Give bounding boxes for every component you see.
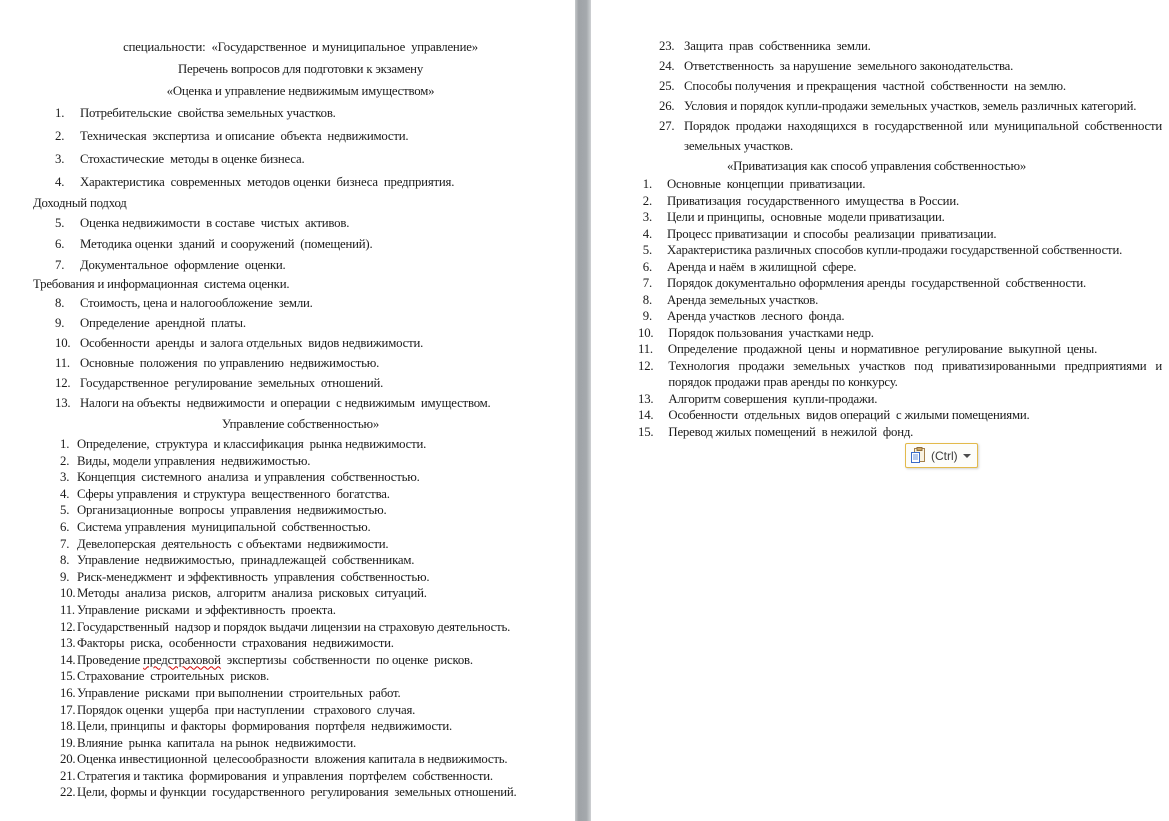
list-item bbox=[591, 242, 1162, 259]
list-item-number: 4. bbox=[55, 175, 65, 189]
list-item bbox=[591, 358, 1165, 391]
list-item-number: 13. bbox=[55, 396, 71, 410]
item-text: Концепция системного анализа и управления собственностью. bbox=[77, 470, 420, 485]
list-item-text bbox=[77, 685, 568, 702]
list-item bbox=[591, 226, 1162, 243]
paste-options-button[interactable] bbox=[905, 443, 978, 468]
item-text: Порядок продажи находящихся в государственной или муниципальной собственности земельных участков. bbox=[684, 119, 1165, 153]
list-item-number: 18. bbox=[60, 719, 76, 734]
list-item-number: 10. bbox=[55, 336, 71, 350]
list-item-text bbox=[684, 96, 1162, 116]
list-item-number: 2. bbox=[642, 193, 652, 208]
list-item bbox=[33, 751, 568, 768]
list-item-text bbox=[77, 768, 568, 785]
item-text: Аренда земельных участков. bbox=[667, 292, 819, 307]
item-text: Государственный надзор и порядок выдачи лицензии на страховую деятельность. bbox=[77, 619, 511, 634]
item-text: Факторы риска, особенности страхования недвижимости. bbox=[77, 636, 394, 651]
list-item-text bbox=[77, 519, 568, 536]
list-item bbox=[33, 784, 568, 801]
list-item-number: 3. bbox=[642, 210, 652, 224]
item-text: Технология продажи земельных участков под приватизированными предприятиями и порядок продажи прав аренды по конкурсу. bbox=[668, 358, 1165, 389]
list-item bbox=[591, 193, 1162, 210]
list-item bbox=[33, 125, 568, 148]
list-item bbox=[33, 148, 568, 171]
list-item-number: 6. bbox=[55, 237, 65, 251]
item-text: Страхование строительных рисков. bbox=[77, 669, 269, 684]
list-item bbox=[33, 718, 568, 735]
list-item bbox=[591, 275, 1162, 292]
item-text: Порядок пользования участками недр. bbox=[668, 325, 874, 340]
list-item-text bbox=[80, 373, 568, 393]
item-text: Порядок документально оформления аренды государственной собственности. bbox=[667, 276, 1087, 290]
list-item bbox=[33, 436, 568, 453]
list-item bbox=[33, 313, 568, 333]
list-item-text bbox=[667, 292, 1162, 309]
list-item-number: 7. bbox=[60, 536, 70, 551]
list-item-text bbox=[668, 325, 1162, 342]
item-text: Определение арендной платы. bbox=[80, 316, 246, 330]
list-item bbox=[33, 234, 568, 255]
list-item-number: 24. bbox=[659, 59, 675, 73]
list-item-number: 21. bbox=[60, 768, 76, 783]
list-item-text bbox=[77, 536, 568, 553]
subheading-requirements: Требования и информационная система оценки. bbox=[33, 277, 290, 291]
list-item bbox=[33, 486, 568, 503]
list-item-number: 11. bbox=[55, 356, 70, 370]
list-item bbox=[591, 407, 1162, 424]
question-list-privatization bbox=[591, 176, 1165, 440]
list-item bbox=[33, 552, 568, 569]
list-item bbox=[591, 56, 1162, 76]
list-item-text bbox=[80, 353, 568, 373]
list-item-text bbox=[684, 116, 1165, 156]
list-item-text bbox=[77, 702, 568, 719]
item-text: Порядок оценки ущерба при наступлении страхового случая. bbox=[77, 702, 416, 717]
list-item-number: 19. bbox=[60, 735, 76, 750]
question-list-management bbox=[33, 436, 568, 801]
list-item-number: 15. bbox=[60, 669, 76, 684]
question-list-5-7 bbox=[33, 213, 568, 276]
list-item-text bbox=[667, 308, 1162, 325]
list-item-number: 8. bbox=[60, 553, 70, 568]
heading-privatization: «Приватизация как способ управления собственностью» bbox=[726, 159, 1027, 173]
list-item bbox=[33, 393, 568, 413]
list-item bbox=[591, 76, 1162, 96]
list-item-text bbox=[80, 148, 568, 171]
item-text: Риск-менеджмент и эффективность управления собственностью. bbox=[77, 569, 430, 584]
list-item bbox=[33, 668, 568, 685]
list-item-number: 14. bbox=[60, 652, 76, 667]
heading-specialty: специальности: «Государственное и муниципальное управление» bbox=[123, 40, 478, 54]
list-item-text bbox=[668, 424, 1162, 441]
list-item bbox=[33, 453, 568, 470]
item-text: Приватизация государственного имущества в России. bbox=[667, 193, 959, 208]
list-item-text bbox=[77, 602, 568, 619]
clipboard-paste-icon bbox=[910, 447, 927, 464]
item-text-after: экспертизы собственности по оценке рисков. bbox=[220, 652, 473, 667]
list-item bbox=[591, 116, 1165, 156]
list-item-text bbox=[77, 569, 568, 586]
list-item bbox=[591, 391, 1162, 408]
item-text: Определение продажной цены и нормативное регулирование выкупной цены. bbox=[667, 342, 1098, 356]
list-item-number: 12. bbox=[55, 376, 71, 390]
list-item-number: 3. bbox=[60, 470, 70, 485]
list-item bbox=[591, 424, 1162, 441]
list-item-number: 22. bbox=[60, 785, 76, 800]
list-item bbox=[591, 209, 1162, 226]
list-item bbox=[591, 96, 1162, 116]
list-item-number: 13. bbox=[638, 391, 654, 406]
list-item-text bbox=[668, 391, 1162, 408]
list-item-text bbox=[80, 293, 568, 313]
list-item-number: 15. bbox=[638, 424, 654, 439]
question-list-8-13 bbox=[33, 293, 568, 413]
list-item-number: 6. bbox=[60, 519, 70, 534]
item-text: Определение, структура и классификация рынка недвижимости. bbox=[77, 437, 427, 451]
list-item-number: 5. bbox=[55, 216, 65, 230]
list-item-text bbox=[668, 341, 1162, 358]
list-item-number: 10. bbox=[638, 325, 654, 340]
list-item-text bbox=[80, 171, 568, 194]
item-text: Перевод жилых помещений в нежилой фонд. bbox=[668, 424, 914, 439]
list-item-number: 7. bbox=[55, 258, 65, 272]
list-item-text bbox=[77, 486, 568, 503]
list-item-text bbox=[667, 209, 1162, 226]
list-item-number: 26. bbox=[659, 99, 675, 113]
list-item-text bbox=[80, 255, 568, 276]
item-text: Аренда участков лесного фонда. bbox=[667, 309, 845, 323]
list-item-text bbox=[80, 125, 568, 148]
list-item bbox=[591, 325, 1162, 342]
item-text: Характеристика различных способов купли-продажи государственной собственности. bbox=[667, 243, 1123, 257]
list-item-text bbox=[684, 56, 1162, 76]
list-item-number: 12. bbox=[638, 358, 654, 373]
list-item-number: 11. bbox=[60, 602, 75, 617]
paste-options-label: (Ctrl) bbox=[931, 448, 958, 463]
list-item bbox=[33, 373, 568, 393]
item-text: Потребительские свойства земельных участков. bbox=[80, 106, 336, 120]
list-item bbox=[33, 652, 568, 669]
list-item-number: 4. bbox=[642, 226, 652, 241]
list-item-text bbox=[80, 393, 568, 413]
list-item bbox=[33, 293, 568, 313]
list-item-number: 3. bbox=[55, 152, 65, 166]
list-item bbox=[591, 259, 1162, 276]
list-item-text bbox=[667, 176, 1162, 193]
item-text: Оценка инвестиционной целесообразности вложения капитала в недвижимость. bbox=[77, 752, 508, 767]
question-list-23-27 bbox=[591, 36, 1165, 156]
heading-course-valuation: «Оценка и управление недвижимым имуществом» bbox=[166, 84, 435, 98]
list-item bbox=[591, 36, 1162, 56]
item-text: Система управления муниципальной собственностью. bbox=[77, 519, 371, 534]
item-text: Оценка недвижимости в составе чистых активов. bbox=[80, 216, 350, 230]
list-item-number: 1. bbox=[60, 437, 70, 451]
list-item-number: 1. bbox=[55, 106, 65, 120]
list-item-number: 20. bbox=[60, 752, 76, 767]
heading-exam-list-title: Перечень вопросов для подготовки к экзамену bbox=[177, 62, 424, 76]
list-item bbox=[33, 735, 568, 752]
list-item-text bbox=[80, 333, 568, 353]
list-item bbox=[33, 255, 568, 276]
list-item bbox=[33, 353, 568, 373]
list-item-number: 27. bbox=[659, 119, 675, 133]
item-text: Методика оценки зданий и сооружений (помещений). bbox=[80, 237, 373, 251]
list-item-number: 12. bbox=[60, 619, 76, 634]
list-item-text bbox=[684, 36, 1162, 56]
list-item-text bbox=[77, 502, 568, 519]
list-item bbox=[33, 502, 568, 519]
list-item bbox=[33, 619, 568, 636]
list-item-text bbox=[77, 552, 568, 569]
misspelled-word: предстраховой bbox=[143, 652, 221, 667]
list-item-text bbox=[80, 213, 568, 234]
dropdown-arrow-icon[interactable] bbox=[963, 454, 971, 458]
item-text: Цели, формы и функции государственного регулирования земельных отношений. bbox=[77, 785, 517, 800]
list-item bbox=[33, 171, 568, 194]
list-item-number: 13. bbox=[60, 636, 76, 651]
item-text: Стоимость, цена и налогообложение земли. bbox=[80, 296, 313, 310]
list-item-number: 17. bbox=[60, 702, 76, 717]
list-item-number: 16. bbox=[60, 685, 76, 700]
item-text: Способы получения и прекращения частной собственности на землю. bbox=[684, 79, 1066, 93]
item-text: Особенности отдельных видов операций с жилыми помещениями. bbox=[668, 408, 1030, 422]
item-text: Цели и принципы, основные модели приватизации. bbox=[667, 210, 945, 224]
subheading-income-approach: Доходный подход bbox=[33, 196, 127, 210]
list-item-text bbox=[77, 469, 568, 486]
item-text: Характеристика современных методов оценки бизнеса предприятия. bbox=[80, 175, 455, 189]
item-text: Влияние рынка капитала на рынок недвижимости. bbox=[77, 735, 356, 750]
list-item-text bbox=[668, 407, 1162, 424]
paste-options-row bbox=[591, 443, 1162, 468]
item-text: Управление недвижимостью, принадлежащей собственникам. bbox=[77, 553, 415, 568]
list-item-text bbox=[684, 76, 1162, 96]
list-item-number: 14. bbox=[638, 408, 654, 422]
list-item bbox=[591, 308, 1162, 325]
item-text: Защита прав собственника земли. bbox=[684, 39, 871, 53]
item-text: Ответственность за нарушение земельного законодательства. bbox=[684, 59, 1014, 73]
list-item bbox=[33, 602, 568, 619]
list-item bbox=[33, 569, 568, 586]
list-item-number: 2. bbox=[60, 453, 70, 468]
list-item bbox=[591, 341, 1162, 358]
item-text: Государственное регулирование земельных отношений. bbox=[80, 376, 384, 390]
list-item-text bbox=[80, 313, 568, 333]
list-item bbox=[33, 768, 568, 785]
item-text: Основные концепции приватизации. bbox=[667, 177, 866, 191]
list-item-text bbox=[77, 585, 568, 602]
list-item-text bbox=[77, 668, 568, 685]
list-item-text bbox=[667, 193, 1162, 210]
list-item-number: 5. bbox=[60, 503, 70, 518]
list-item-text bbox=[77, 635, 568, 652]
list-item bbox=[33, 685, 568, 702]
list-item-text bbox=[667, 259, 1162, 276]
item-text: Сферы управления и структура вещественного богатства. bbox=[77, 486, 390, 501]
list-item-text bbox=[668, 358, 1165, 391]
list-item-text bbox=[80, 102, 568, 125]
list-item-text bbox=[77, 436, 568, 453]
list-item-number: 2. bbox=[55, 129, 65, 143]
item-text: Аренда и наём в жилищной сфере. bbox=[667, 259, 857, 274]
item-text: Стохастические методы в оценке бизнеса. bbox=[80, 152, 305, 166]
list-item-number: 8. bbox=[55, 296, 65, 310]
list-item-number: 9. bbox=[642, 309, 652, 323]
list-item-number: 6. bbox=[642, 259, 652, 274]
item-text: Условия и порядок купли-продажи земельных участков, земель различных категорий. bbox=[684, 99, 1137, 113]
list-item bbox=[591, 176, 1162, 193]
item-text: Виды, модели управления недвижимостью. bbox=[77, 453, 311, 468]
list-item-number: 10. bbox=[60, 586, 76, 601]
item-text: Основные положения по управлению недвижимостью. bbox=[80, 356, 380, 370]
list-item bbox=[33, 702, 568, 719]
right-page bbox=[591, 0, 1169, 821]
list-item-number: 9. bbox=[60, 569, 70, 584]
list-item bbox=[33, 333, 568, 353]
heading-property-management: Управление собственностью» bbox=[221, 417, 380, 431]
question-list-1-4 bbox=[33, 102, 568, 194]
list-item bbox=[33, 585, 568, 602]
item-text: Особенности аренды и залога отдельных видов недвижимости. bbox=[80, 336, 424, 350]
list-item-text bbox=[77, 453, 568, 470]
list-item-number: 5. bbox=[642, 243, 652, 257]
item-text: Организационные вопросы управления недвижимостью. bbox=[77, 503, 387, 518]
list-item-text bbox=[667, 275, 1162, 292]
list-item-text bbox=[77, 619, 568, 636]
item-text: Проведение bbox=[77, 652, 144, 667]
list-item-number: 7. bbox=[642, 276, 652, 290]
list-item bbox=[33, 635, 568, 652]
list-item-text bbox=[77, 735, 568, 752]
list-item bbox=[33, 536, 568, 553]
list-item-text bbox=[77, 784, 568, 801]
list-item-number: 23. bbox=[659, 39, 675, 53]
list-item-number: 11. bbox=[638, 342, 653, 356]
list-item-text bbox=[80, 234, 568, 255]
item-text: Процесс приватизации и способы реализации приватизации. bbox=[667, 226, 997, 241]
list-item-number: 1. bbox=[642, 177, 652, 191]
item-text: Стратегия и тактика формирования и управления портфелем собственности. bbox=[77, 768, 493, 783]
page-divider bbox=[575, 0, 591, 821]
list-item bbox=[33, 519, 568, 536]
item-text: Цели, принципы и факторы формирования портфеля недвижимости. bbox=[77, 719, 452, 734]
item-text: Техническая экспертиза и описание объекта недвижимости. bbox=[80, 129, 409, 143]
item-text: Управление рисками и эффективность проекта. bbox=[77, 602, 336, 617]
list-item-number: 4. bbox=[60, 486, 70, 501]
list-item bbox=[33, 102, 568, 125]
item-text: Документальное оформление оценки. bbox=[80, 258, 286, 272]
list-item-text bbox=[667, 242, 1162, 259]
list-item bbox=[33, 469, 568, 486]
list-item bbox=[33, 213, 568, 234]
list-item-number: 25. bbox=[659, 79, 675, 93]
list-item-number: 9. bbox=[55, 316, 65, 330]
list-item-text bbox=[77, 718, 568, 735]
item-text: Девелоперская деятельность с объектами недвижимости. bbox=[77, 536, 389, 551]
list-item-text bbox=[77, 751, 568, 768]
left-page bbox=[0, 0, 575, 821]
list-item-number: 8. bbox=[642, 292, 652, 307]
list-item-text bbox=[77, 652, 568, 669]
list-item-text bbox=[667, 226, 1162, 243]
item-text: Методы анализа рисков, алгоритм анализа рисковых ситуаций. bbox=[77, 586, 427, 601]
item-text: Налоги на объекты недвижимости и операции с недвижимым имуществом. bbox=[80, 396, 491, 410]
item-text: Алгоритм совершения купли-продажи. bbox=[668, 391, 878, 406]
item-text: Управление рисками при выполнении строительных работ. bbox=[77, 685, 401, 700]
list-item bbox=[591, 292, 1162, 309]
